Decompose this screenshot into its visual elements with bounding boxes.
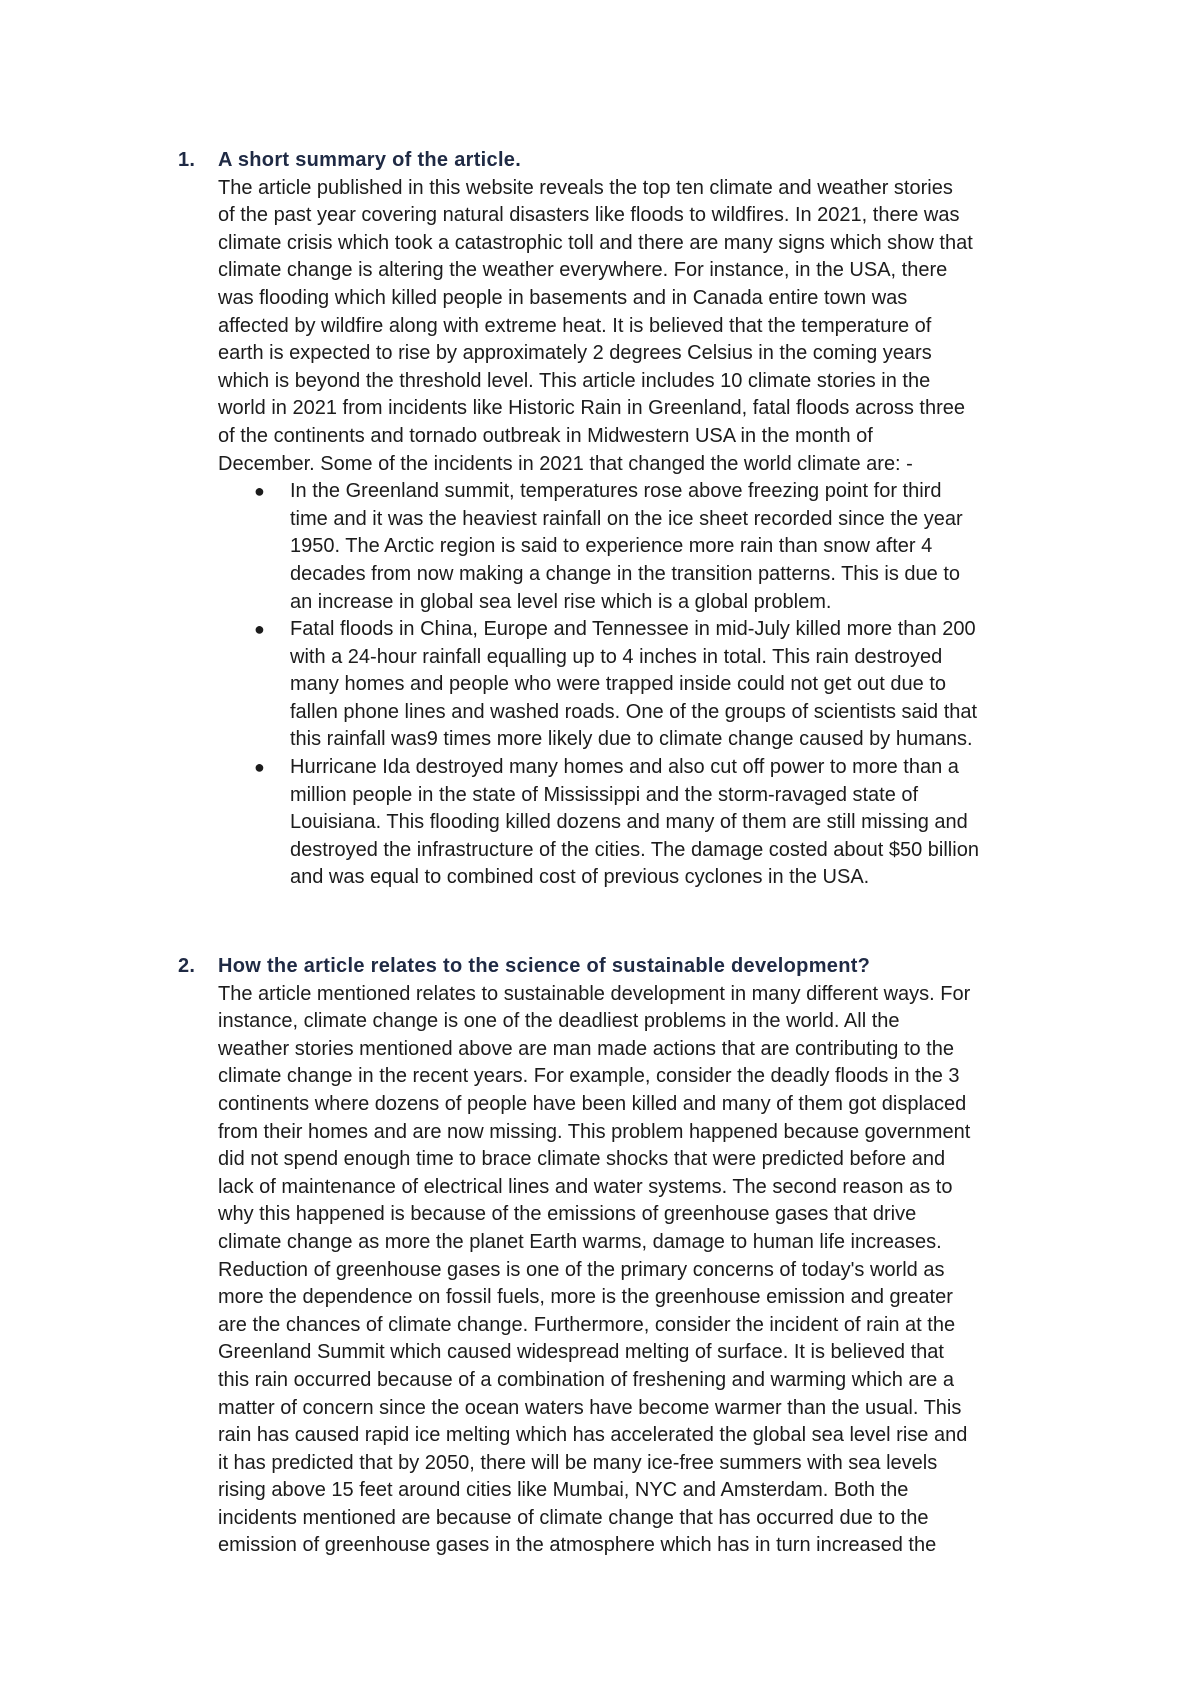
text-line: In the Greenland summit, temperatures rose above freezing point for third xyxy=(290,480,942,503)
text-line: why this happened is because of the emissions of greenhouse gases that drive xyxy=(218,1203,917,1226)
text-line: and was equal to combined cost of previous cyclones in the USA. xyxy=(290,866,870,889)
text-line: incidents mentioned are because of climate change that has occurred due to the xyxy=(218,1506,929,1529)
text-line: continents where dozens of people have been killed and many of them got displaced xyxy=(218,1092,967,1115)
text-line: The article mentioned relates to sustainable development in many different ways. For xyxy=(218,982,971,1005)
text-line: rising above 15 feet around cities like Mumbai, NYC and Amsterdam. Both the xyxy=(218,1479,909,1502)
text-line: climate change is altering the weather everywhere. For instance, in the USA, there xyxy=(218,259,948,282)
sustainability-paragraph xyxy=(218,981,1078,1560)
text-line: destroyed the infrastructure of the cities. The damage costed about $50 billion xyxy=(290,838,979,861)
text-line: Fatal floods in China, Europe and Tennessee in mid-July killed more than 200 xyxy=(290,618,976,641)
text-line: climate change in the recent years. For example, consider the deadly floods in the 3 xyxy=(218,1065,960,1088)
bullet-icon: ● xyxy=(254,757,265,778)
text-line: time and it was the heaviest rainfall on the ice sheet recorded since the year xyxy=(290,507,963,530)
text-line: million people in the state of Mississippi and the storm-ravaged state of xyxy=(290,783,919,806)
text-line: fallen phone lines and washed roads. One of the groups of scientists said that xyxy=(290,700,978,723)
text-line: Reduction of greenhouse gases is one of the primary concerns of today's world as xyxy=(218,1258,945,1281)
text-line: Hurricane Ida destroyed many homes and also cut off power to more than a xyxy=(290,756,959,779)
text-line: affected by wildfire along with extreme heat. It is believed that the temperature of xyxy=(218,314,932,337)
text-line: which is beyond the threshold level. This article includes 10 climate stories in the xyxy=(218,369,931,392)
text-line: Louisiana. This flooding killed dozens and many of them are still missing and xyxy=(290,811,968,834)
text-line: an increase in global sea level rise which is a global problem. xyxy=(290,590,832,613)
summary-paragraph xyxy=(218,175,1078,479)
text-line: weather stories mentioned above are man made actions that are contributing to the xyxy=(218,1037,954,1060)
text-line: December. Some of the incidents in 2021 that changed the world climate are: - xyxy=(218,452,913,475)
text-line: world in 2021 from incidents like Historic Rain in Greenland, fatal floods across three xyxy=(218,397,966,420)
text-line: more the dependence on fossil fuels, more is the greenhouse emission and greater xyxy=(218,1286,953,1309)
bullet-icon: ● xyxy=(254,481,265,502)
text-line: of the continents and tornado outbreak in Midwestern USA in the month of xyxy=(218,424,873,447)
text-line: emission of greenhouse gases in the atmosphere which has in turn increased the xyxy=(218,1534,937,1557)
text-line: this rainfall was9 times more likely due to climate change caused by humans. xyxy=(290,728,973,751)
text-line: with a 24-hour rainfall equalling up to 4 inches in total. This rain destroyed xyxy=(290,645,943,668)
text-line: Greenland Summit which caused widespread melting of surface. It is believed that xyxy=(218,1341,944,1364)
list-item xyxy=(254,478,1078,616)
text-line: earth is expected to rise by approximately 2 degrees Celsius in the coming years xyxy=(218,342,932,365)
text-line: from their homes and are now missing. This problem happened because government xyxy=(218,1120,971,1143)
text-line: this rain occurred because of a combination of freshening and warming which are a xyxy=(218,1368,954,1391)
section-title: How the article relates to the science of sustainable development? xyxy=(218,955,871,977)
text-line: decades from now making a change in the transition patterns. This is due to xyxy=(290,562,961,585)
list-item xyxy=(254,754,1078,892)
section-title: A short summary of the article. xyxy=(218,149,522,171)
text-line: climate change as more the planet Earth warms, damage to human life increases. xyxy=(218,1230,942,1253)
text-line: was flooding which killed people in basements and in Canada entire town was xyxy=(218,286,908,309)
list-item xyxy=(254,616,1078,754)
section-number: 1. xyxy=(178,149,196,171)
text-line: instance, climate change is one of the deadliest problems in the world. All the xyxy=(218,1010,900,1033)
text-line: many homes and people who were trapped inside could not get out due to xyxy=(290,673,946,696)
text-line: rain has caused rapid ice melting which has accelerated the global sea level rise and xyxy=(218,1424,968,1447)
section-summary xyxy=(178,147,1078,892)
text-line: lack of maintenance of electrical lines and water systems. The second reason as to xyxy=(218,1175,953,1198)
text-line: did not spend enough time to brace climate shocks that were predicted before and xyxy=(218,1148,946,1171)
incident-list xyxy=(254,478,1078,892)
text-line: are the chances of climate change. Furthermore, consider the incident of rain at the xyxy=(218,1313,956,1336)
text-line: matter of concern since the ocean waters have become warmer than the usual. This xyxy=(218,1396,962,1419)
text-line: The article published in this website reveals the top ten climate and weather stories xyxy=(218,176,953,199)
bullet-icon: ● xyxy=(254,619,265,640)
text-line: 1950. The Arctic region is said to experience more rain than snow after 4 xyxy=(290,535,933,558)
section-number: 2. xyxy=(178,955,196,977)
section-sustainability xyxy=(178,953,1078,1560)
text-line: it has predicted that by 2050, there will be many ice-free summers with sea levels xyxy=(218,1451,938,1474)
text-line: of the past year covering natural disasters like floods to wildfires. In 2021, there was xyxy=(218,204,960,227)
text-line: climate crisis which took a catastrophic toll and there are many signs which show that xyxy=(218,231,973,254)
